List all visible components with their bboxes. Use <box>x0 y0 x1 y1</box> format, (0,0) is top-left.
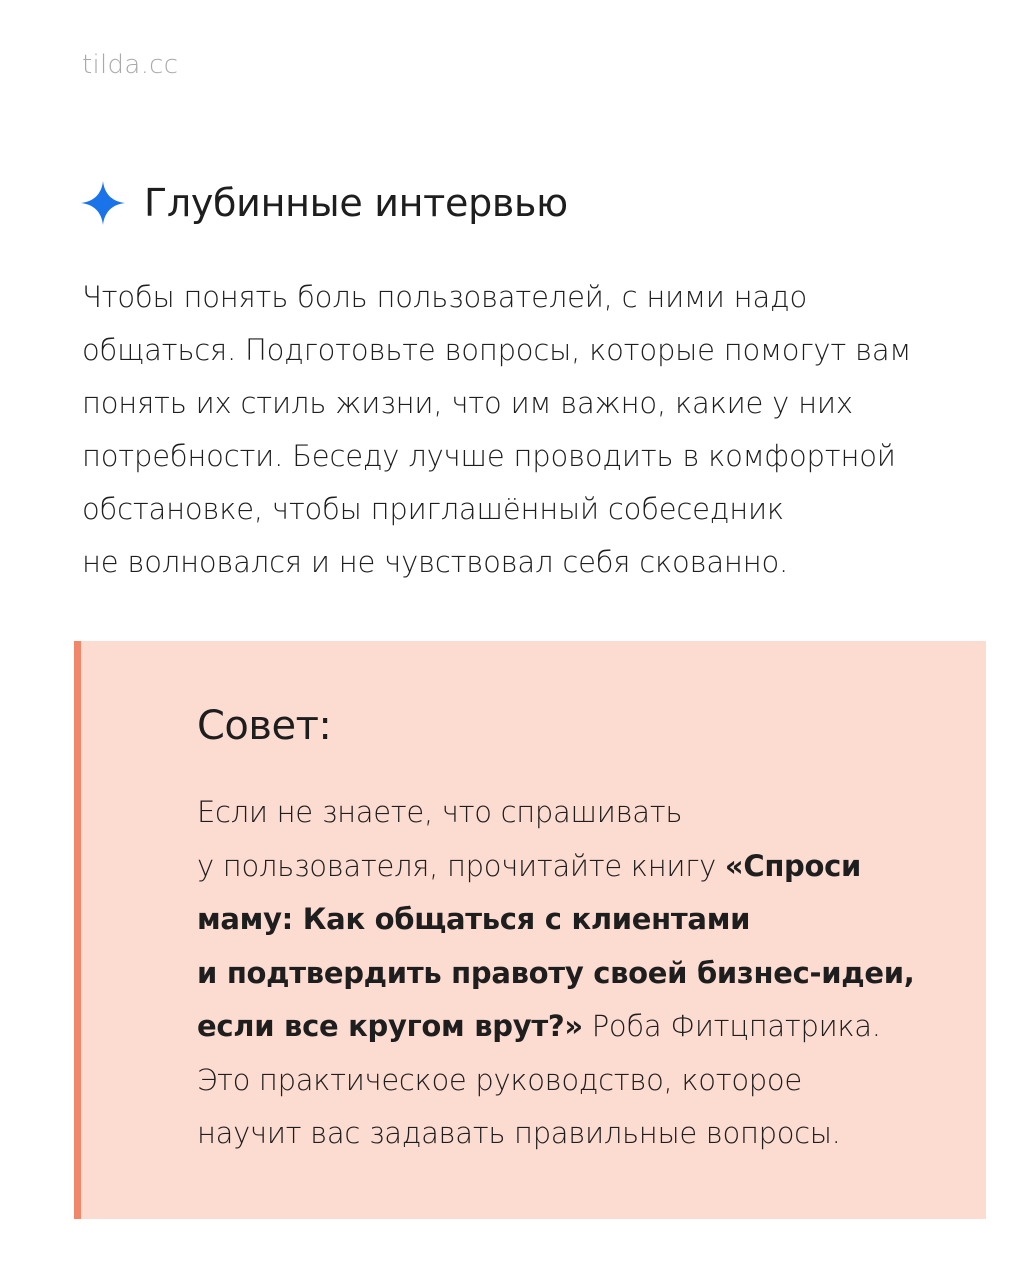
tip-line <box>197 786 957 840</box>
intro-paragraph <box>82 271 982 589</box>
brand-label: tilda.cc <box>82 50 179 80</box>
tip-text: Это практическое руководство, которое <box>197 1062 802 1097</box>
book-title-text: маму: Как общаться с клиентами <box>197 902 751 936</box>
intro-line: обстановке, чтобы приглашённый собеседник <box>82 492 784 526</box>
tip-text: научит вас задавать правильные вопросы. <box>197 1116 841 1150</box>
intro-line: понять их стиль жизни, что им важно, какие у них <box>82 386 853 420</box>
sparkle-star-icon <box>80 180 126 226</box>
tip-body <box>197 786 957 1161</box>
tip-line <box>197 1107 957 1161</box>
intro-line: потребности. Беседу лучше проводить в комфортной <box>82 439 896 473</box>
intro-line: Чтобы понять боль пользователей, с ними надо <box>82 280 807 314</box>
book-title-text: и подтвердить правоту своей бизнес-идеи, <box>197 955 915 990</box>
tip-callout <box>74 641 986 1219</box>
intro-line: общаться. Подготовьте вопросы, которые помогут вам <box>82 333 912 367</box>
tip-text: Если не знаете, что спрашивать <box>197 795 683 829</box>
tip-line <box>197 840 957 894</box>
book-author-text: Роба Фитцпатрика. <box>582 1009 881 1043</box>
section-title: Глубинные интервью <box>144 181 568 225</box>
intro-line: не волновался и не чувствовал себя скованно. <box>82 545 789 579</box>
book-title-text: если все кругом врут?» <box>197 1009 583 1043</box>
tip-line <box>197 947 957 1001</box>
tip-line <box>197 1054 957 1108</box>
tip-line <box>197 893 957 947</box>
tip-text: у пользователя, прочитайте книгу <box>197 848 725 883</box>
tip-line <box>197 1000 957 1054</box>
section-heading <box>80 180 568 226</box>
tip-title: Совет: <box>197 703 332 749</box>
book-title-text: «Спроси <box>724 848 862 883</box>
